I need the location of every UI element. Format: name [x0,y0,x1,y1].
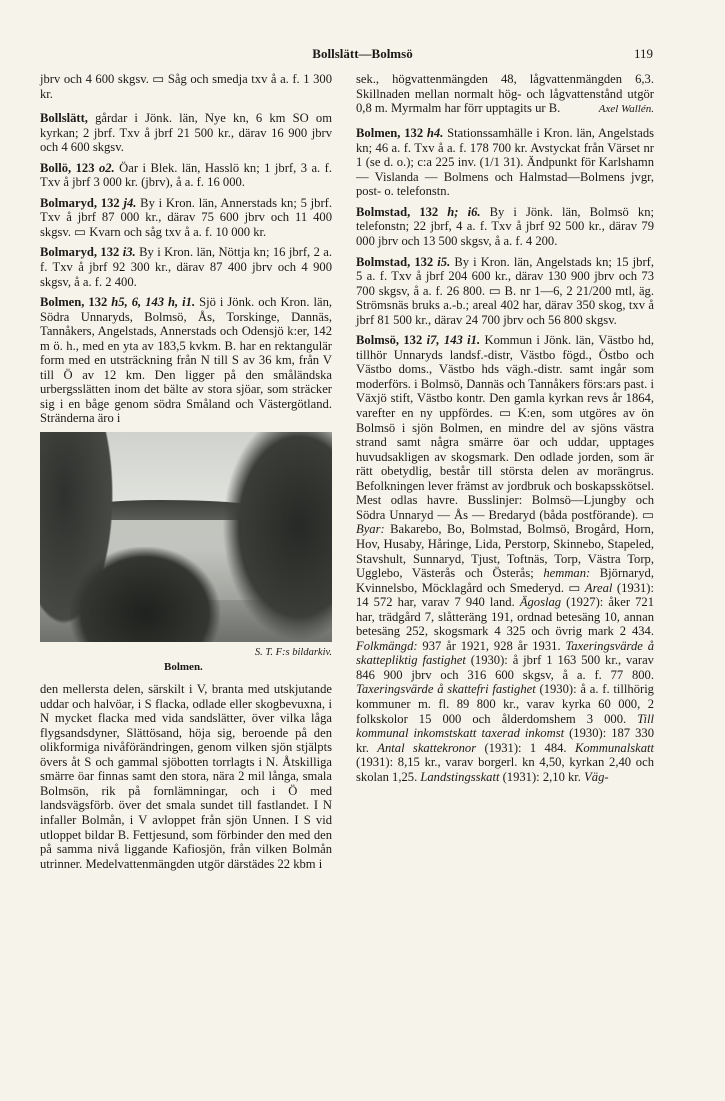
continued-text: jbrv och 4 600 skgsv. ▭ Såg och smedja txv å a. f. 1 300 kr. [40,72,332,101]
taxering-pliktig-text: (1930): å jbrf 1 163 500 kr., varav 846 900 jbrv och 316 600 skgsv, å a. f. 77 800. [356,653,654,682]
entry-body: gårdar i Jönk. län, Nye kn, 6 km SO om kyrkan; 2 jbrf. Txv å jbrf 21 500 kr., därav 16 900 jbrv och 4 600 skgsv. [40,111,332,155]
entry-headword: Bolmaryd, 132 [40,245,120,260]
continued-text [356,72,654,116]
entry-headword: Bollslätt, [40,111,88,126]
photo-caption-box [40,646,332,676]
landstingsskatt-text: (1931): 2,10 kr. [499,769,585,784]
continued-body: sek., högvattenmängden 48, lågvattenmängden 6,3. Skillnaden mellan normalt hög- och lågvattenstånd utgör 0,8 m. Myrmalm har förr upptagits ur B. [356,72,654,116]
map-ref: h; i6. [438,204,481,219]
subhead-inkomstskatt: Till kommunal inkomstskatt taxerad inkomst [356,711,654,741]
entry-bolmen-station [356,126,654,199]
photo-tree-right [222,432,332,642]
entry-bolmstad-1 [356,205,654,249]
entry-headword: Bolmstad, 132 [356,254,434,269]
photo-caption: Bolmen. [164,661,203,674]
author-signature: Axel Wallén. [598,102,654,115]
subhead-taxering-pliktig: Taxeringsvärde å skattepliktig fastighet [356,638,654,668]
subhead-areal: Areal [584,580,613,595]
map-ref: h4. [423,126,444,141]
left-column [40,72,332,877]
entry-headword: Bolmsö, 132 [356,333,423,348]
map-ref: i7, 143 i1. [422,333,481,348]
entry-bolmso [356,333,654,784]
areal-text: (1931): 14 572 har, varav 7 940 land. [356,580,654,610]
subhead-kommunalskatt: Kommunalskatt [574,740,654,755]
subhead-skattekronor: Antal skattekronor [377,740,477,755]
kommunalskatt-text: (1931): 8,15 kr., varav borgerl. kn 4,50, kyrkan 2,40 och skolan 1,25. [356,755,654,784]
entry-headword: Bolmen, 132 [40,295,108,310]
subhead-agoslag: Ägoslag [519,595,562,610]
entry-bolmen-lake [40,295,332,426]
map-ref: i5. [433,254,451,269]
entry-bolmstad-2 [356,255,654,328]
entry-headword: Bollö, 123 [40,160,95,175]
inkomstskatt-text: (1930): 187 330 kr. [356,726,654,755]
entry-headword: Bolmen, 132 [356,126,424,141]
page-number: 119 [633,46,653,61]
taxering-fri-text: (1930): å a. f. tillhörig kommuner m. fl. 89 800 kr., varav kyrka 60 000, 2 folkskolor 15 000 och ålderdomshem 3 000. [356,682,654,726]
byar-text: Bakarebo, Bo, Bolmstad, Bolmsö, Brogård, Horn, Hov, Husaby, Håringe, Lida, Perstorp, Skinnebo, Stapeled, Stavshult, Sunnaryd, Tjust, Toftnäs, Torp, Västra Torp, Ugglebo, Västerås och Österås; [356,522,654,581]
lake-photo [40,432,332,642]
entry-bolmaryd-1 [40,196,332,240]
entry-body: Öar i Blek. län, Hasslö kn; 1 jbrf, 3 a. f. Txv å jbrf 3 000 kr. (jbrv), å a. f. 16 000. [40,160,332,190]
map-ref: h5, 6, 143 h, i1. [107,295,196,310]
skattekronor-text: (1931): 1 484. [476,740,575,755]
subhead-taxering-fri: Taxeringsvärde å skattefri fastighet [356,682,536,697]
entry-bolmaryd-2 [40,245,332,289]
map-ref: i3. [119,245,136,260]
page-header [0,44,725,64]
map-ref: j4. [119,195,137,210]
entry-body: By i Kron. län, Annerstads kn; 5 jbrf. Txv å jbrf 87 000 kr., därav 75 600 jbrv och 11 400 skgsv. ▭ Kvarn och såg txv å a. f. 10 000 kr. [40,195,333,239]
subhead-vag: Väg- [584,769,609,784]
entry-headword: Bolmstad, 132 [356,204,439,219]
entry-body: By i Jönk. län, Bolmsö kn; telefonstn; 22 jbrf, 4 a. f. Txv å jbrf 92 500 kr., därav 79 000 jbrv och 13 500 skgsv, å a. f. 4 200. [356,204,654,249]
subhead-hemman: hemman: [543,566,591,581]
folkmangd-text: 937 år 1921, 928 år 1931. [417,638,566,653]
running-title: Bollslätt—Bolmsö [312,46,413,61]
entry-body: By i Kron. län, Nöttja kn; 16 jbrf, 2 a. f. Txv å jbrf 92 300 kr., därav 87 400 jbrv och 4 900 skgsv, å a. f. 2 400. [40,245,333,289]
subhead-folkmangd: Folkmängd: [356,638,418,653]
subhead-landstingsskatt: Landstingsskatt [420,769,500,784]
photo-credit: S. T. F:s bildarkiv. [254,647,332,659]
entry-bollo [40,161,332,190]
hemman-text: Björnaryd, Kvinnelsbo, Möcklagård och Smederyd. ▭ [356,566,654,595]
entry-headword: Bolmaryd, 132 [40,195,120,210]
entry-bollslatt [40,111,332,155]
map-ref: o2. [94,160,115,175]
entry-body: By i Kron. län, Angelstads kn; 15 jbrf, 5 a. f. Txv å jbrf 204 600 kr., därav 130 900 jbrv och 73 700 skgsv, å a. f. 26 800. ▭ B. nr 1—6, 2 21/200 mtl, äg. Strömsnäs bruks a.-b.; areal 402 har, därav 350 skog, txv å jbrf 81 500 kr., därav 24 700 jbrv och 56 800 skgsv. [356,254,654,327]
entry-body: Sjö i Jönk. och Kron. län, Södra Unnaryds, Bolmsö, Ås, Torskinge, Dannäs, Tannåkers, Angelstads, Annerstads och Odensjö k:er, 142 m ö. h., med en yta av 183,5 kvkm. B. har en rektangulär form med en utsträckning från N till S av 36 km, från V till Ö av 12 km. Den ligger på den småländska urbergsslätten inom det bälte av stora sjöar, som sträcker sig i en båge genom södra Småland och Västergötland. Stränderna äro i [40,295,333,426]
agoslag-text: (1927): åker 721 har, trädgård 7, slåtteräng 191, ordnad betesäng 10, annan betesäng 252, skogsmark 4 325 och övrig mark 2 434. [356,595,654,639]
entry-body: Stationssamhälle i Kron. län, Angelstads kn; 46 a. f. Txv å a. f. 178 700 kr. Avstyckat från Värset nr 1 (se d. o.); c:a 225 inv. (1/1 31). Ändpunkt för Karlshamn — Vislanda — Bolmens och Halmstad—Bolmens jvgr, post- o. telefonstn. [356,126,655,199]
right-column [356,72,654,790]
entry-bolmen-lake-cont: den mellersta delen, särskilt i V, branta med utskjutande uddar och halvöar, i S flacka, odlade eller skogbevuxna, i N mycket flacka med vida sandslätter, över vilka låga flygsandsdyner, Slättösand, höja sig, beroende på den olikformiga nivåförändringen, genom vilken sjön stjälpts övers åt S och gammal sjöbotten torrlagts i N. Åtskilliga smärre öar finnas samt den stora, nära 2 mil långa, smala Bolmsön, rik på fornlämningar, och i Ö med landsvägsförb. över det smala sundet till fastlandet. I N infaller Bolmån, i V avloppet från sjön Unnen. I S vid utloppet bildar B. Fettjesund, som förbinder den med den på samma nivå liggande Kafiosjön, från vilken Bolmån utrinner. Medelvattenmängden utgör därstädes 22 kbm i [40,682,332,871]
subhead-byar: Byar: [356,522,385,537]
photo-foreground-bush [70,547,220,642]
entry-body: Kommun i Jönk. län, Västbo hd, tillhör Unnaryds landsf.-distr, Västbo fögd., Östbo och Västbo doms., Västbo hds vägh.-distr. samt ingår som moderförs. i Bolmsö, Dannäs och Tannåkers förs:ars past. i Växjö stift, Västbo kontr. Den gamla kyrkan revs år 1864, varefter en ny uppfördes. ▭ K:en, som utgöres av ön Bolmsö i sjön Bolmen, en mindre del av sjöns västra strand samt några smärre öar och uddar, upptages huvudsakligen av skogsmark. Den odlade jorden, som är rätt obetydlig, består till största delen av morängrus. Befolkningen lever främst av jordbruk och boskapsskötsel. Mest odlas havre. Busslinjer: Bolmsö—Ljungby och Södra Unnaryd — Ås — Bredaryd (båda postförande). ▭ [356,333,654,522]
